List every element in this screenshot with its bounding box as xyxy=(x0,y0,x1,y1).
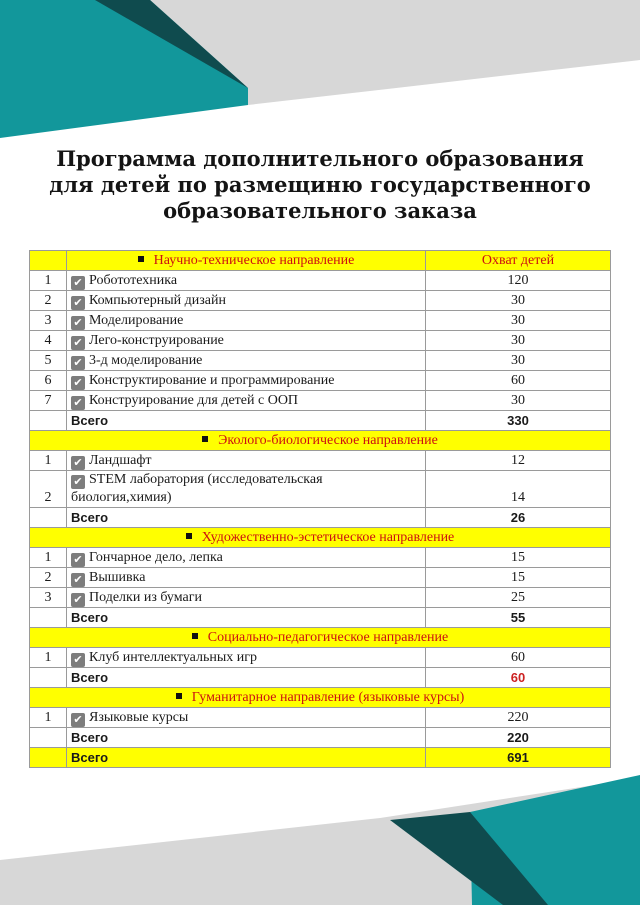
checkmark-icon: ✔ xyxy=(71,376,85,390)
row-name: Клуб интеллектуальных игр xyxy=(89,649,257,665)
row-name-cell xyxy=(67,351,426,371)
title-line-1: Программа дополнительного образования xyxy=(56,146,584,171)
header-coverage-label: Охват детей xyxy=(426,251,611,271)
section-header-row xyxy=(30,528,611,548)
row-name-cell xyxy=(67,331,426,351)
table-row xyxy=(30,648,611,668)
row-name-cell xyxy=(67,311,426,331)
row-name-cell xyxy=(67,708,426,728)
table-header-row xyxy=(30,251,611,271)
checkmark-icon: ✔ xyxy=(71,336,85,350)
row-name-cell xyxy=(67,291,426,311)
row-name: Языковые курсы xyxy=(89,709,189,725)
grand-total-row xyxy=(30,748,611,768)
table-row xyxy=(30,291,611,311)
section-title: Социально-педагогическое направление xyxy=(207,629,449,645)
checkmark-icon: ✔ xyxy=(71,396,85,410)
title-line-2: для детей по размещиню государственного xyxy=(49,172,591,197)
section-total-row xyxy=(30,608,611,628)
row-number: 1 xyxy=(30,548,67,568)
checkmark-icon: ✔ xyxy=(71,356,85,370)
section-total-row xyxy=(30,728,611,748)
row-number: 3 xyxy=(30,311,67,331)
row-name-cell xyxy=(67,451,426,471)
row-name-cell xyxy=(67,271,426,291)
row-number: 1 xyxy=(30,451,67,471)
checkmark-icon: ✔ xyxy=(71,573,85,587)
row-count: 15 xyxy=(426,568,611,588)
programs-table xyxy=(29,250,611,768)
row-name-cell xyxy=(67,568,426,588)
row-number: 6 xyxy=(30,371,67,391)
row-count: 60 xyxy=(426,371,611,391)
section-total-row xyxy=(30,411,611,431)
section-total-row xyxy=(30,668,611,688)
table-row xyxy=(30,451,611,471)
section-total-row xyxy=(30,508,611,528)
page-title xyxy=(30,146,610,224)
checkmark-icon: ✔ xyxy=(71,593,85,607)
row-count: 30 xyxy=(426,351,611,371)
checkmark-icon: ✔ xyxy=(71,456,85,470)
row-number: 3 xyxy=(30,588,67,608)
table-row xyxy=(30,548,611,568)
table-row xyxy=(30,471,611,508)
row-name-line-1: STEM лаборатория (исследовательская xyxy=(89,472,323,487)
row-name-cell xyxy=(67,588,426,608)
row-name: Робототехника xyxy=(89,272,178,288)
total-label: Всего xyxy=(67,608,426,628)
checkmark-icon: ✔ xyxy=(71,653,85,667)
row-number: 2 xyxy=(30,568,67,588)
row-number: 2 xyxy=(30,471,67,508)
section-title: Гуманитарное направление (языковые курсы) xyxy=(191,689,465,705)
total-value: 330 xyxy=(426,411,611,431)
total-value: 26 xyxy=(426,508,611,528)
table-row xyxy=(30,588,611,608)
bullet-icon xyxy=(138,256,144,262)
checkmark-icon: ✔ xyxy=(71,276,85,290)
table-row xyxy=(30,271,611,291)
bullet-icon xyxy=(202,436,208,442)
section-header-row xyxy=(30,431,611,451)
row-count: 120 xyxy=(426,271,611,291)
section-header-cell xyxy=(30,528,611,548)
bullet-icon xyxy=(186,533,192,539)
row-number: 1 xyxy=(30,708,67,728)
header-direction-label: Научно-техническое направление xyxy=(153,252,355,268)
grand-total-value: 691 xyxy=(426,748,611,768)
row-count: 12 xyxy=(426,451,611,471)
title-line-3: образовательного заказа xyxy=(163,198,477,223)
row-name-cell xyxy=(67,391,426,411)
row-count: 30 xyxy=(426,311,611,331)
total-value: 60 xyxy=(426,668,611,688)
row-number: 1 xyxy=(30,648,67,668)
table-row xyxy=(30,331,611,351)
section-title: Эколого-биологическое направление xyxy=(218,432,438,448)
row-count: 15 xyxy=(426,548,611,568)
grand-total-label: Всего xyxy=(67,748,426,768)
row-name-cell xyxy=(67,471,426,508)
row-name: Лего-конструирование xyxy=(89,332,224,348)
row-name: 3-д моделирование xyxy=(89,352,203,368)
total-value: 55 xyxy=(426,608,611,628)
total-label: Всего xyxy=(67,668,426,688)
checkmark-icon: ✔ xyxy=(71,713,85,727)
row-name: Моделирование xyxy=(89,312,184,328)
checkmark-icon: ✔ xyxy=(71,475,85,489)
row-count: 220 xyxy=(426,708,611,728)
row-name: Конструктирование и программирование xyxy=(89,372,335,388)
row-name: Ландшафт xyxy=(89,452,152,468)
section-title: Художественно-эстетическое направление xyxy=(201,529,455,545)
total-label: Всего xyxy=(67,728,426,748)
row-name: Гончарное дело, лепка xyxy=(89,549,223,565)
row-number: 2 xyxy=(30,291,67,311)
section-header-row xyxy=(30,688,611,708)
section-header-cell xyxy=(30,688,611,708)
row-count: 60 xyxy=(426,648,611,668)
table-row xyxy=(30,568,611,588)
section-header-cell xyxy=(30,431,611,451)
table-row xyxy=(30,391,611,411)
header-number-cell xyxy=(30,251,67,271)
row-number: 5 xyxy=(30,351,67,371)
total-label: Всего xyxy=(67,411,426,431)
table-row xyxy=(30,708,611,728)
bullet-icon xyxy=(176,693,182,699)
row-count: 30 xyxy=(426,291,611,311)
row-count: 14 xyxy=(426,471,611,508)
header-direction-cell xyxy=(67,251,426,271)
row-number: 7 xyxy=(30,391,67,411)
section-header-row xyxy=(30,628,611,648)
total-value: 220 xyxy=(426,728,611,748)
row-name: Конструирование для детей с ООП xyxy=(89,392,299,408)
row-count: 25 xyxy=(426,588,611,608)
section-header-cell xyxy=(30,628,611,648)
checkmark-icon: ✔ xyxy=(71,296,85,310)
table-row xyxy=(30,351,611,371)
row-name-cell xyxy=(67,648,426,668)
row-name: Поделки из бумаги xyxy=(89,589,202,605)
row-count: 30 xyxy=(426,391,611,411)
table-row xyxy=(30,311,611,331)
bullet-icon xyxy=(192,633,198,639)
row-name-line-2: биология,химия) xyxy=(71,490,172,505)
checkmark-icon: ✔ xyxy=(71,316,85,330)
checkmark-icon: ✔ xyxy=(71,553,85,567)
row-number: 1 xyxy=(30,271,67,291)
row-name: Компьютерный дизайн xyxy=(89,292,226,308)
row-number: 4 xyxy=(30,331,67,351)
row-name: Вышивка xyxy=(89,569,146,585)
row-name-cell xyxy=(67,548,426,568)
row-count: 30 xyxy=(426,331,611,351)
row-name-cell xyxy=(67,371,426,391)
table-row xyxy=(30,371,611,391)
total-label: Всего xyxy=(67,508,426,528)
